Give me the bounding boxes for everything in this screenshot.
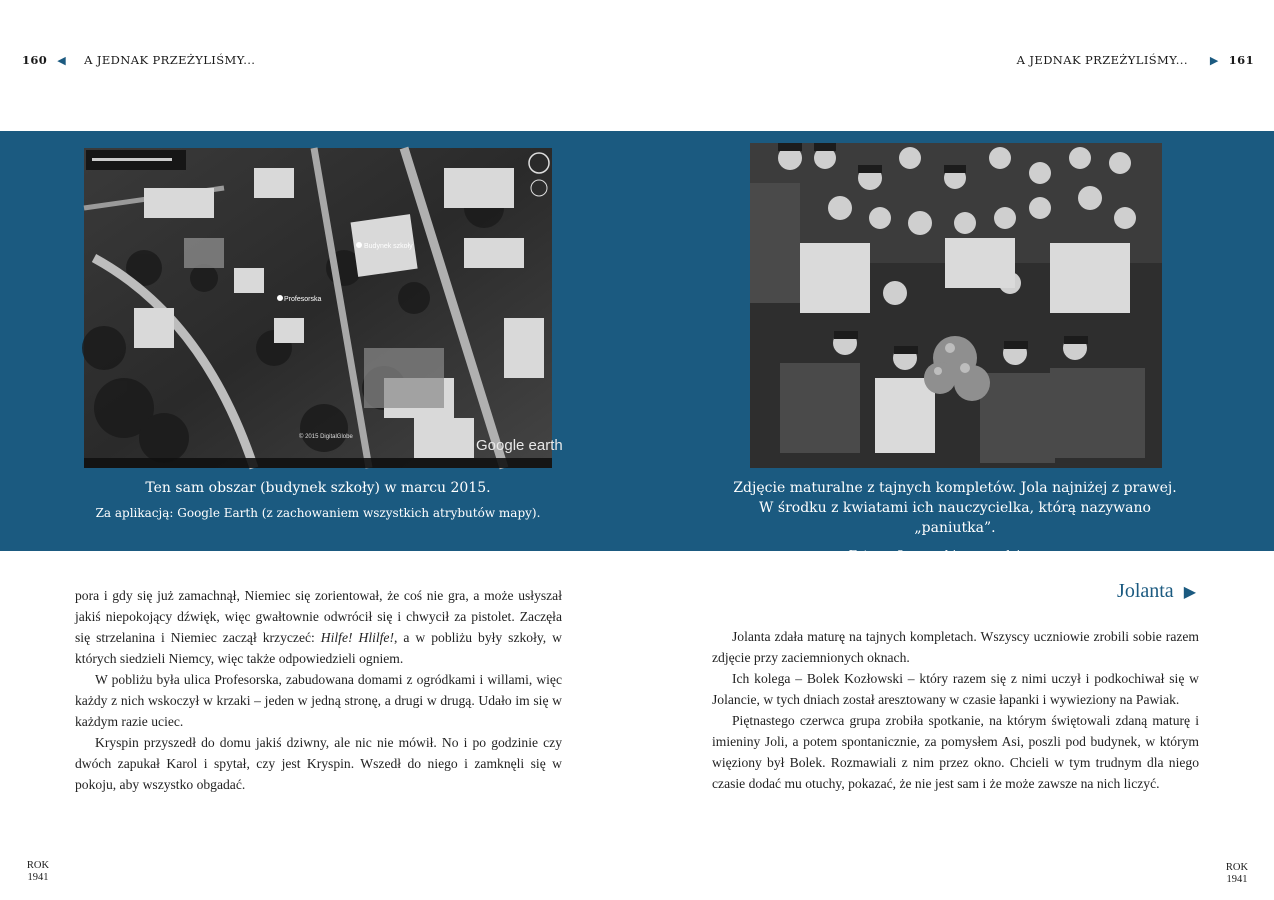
left-paragraph-1-tail: , a w pobliżu były szkoły, w których siedzieli Niemcy, więc także odpowiedzieli ogniem. bbox=[75, 630, 563, 666]
left-paragraph-1-lead: pora i gdy się już zamachnął, Niemiec się zorientował, że coś nie gra, a może usłyszał jakiś niepokojący dźwięk, więc gwałtownie odwrócił się i chwycił za pistolet. Zaczęła się strzelanina i Niemiec zaczął krzyczeć: bbox=[75, 588, 562, 645]
left-margin-note-year: 1941 bbox=[27, 872, 49, 883]
triangle-right-icon: ▶ bbox=[1183, 583, 1196, 601]
right-paragraph-3: Piętnastego czerwca grupa zrobiła spotkanie, na którym świętowali zdaną maturę i imieniny Joli, a potem spontanicznie, za pomysłem Asi, poszli pod budynek, w którym więziony był Bolek. Rozmawiali z nim przez okno. Chcieli w tym trudnym dla niego czasie dodać mu otuchy, pokazać, że nie jest sam i że może zawsze na nich liczyć. bbox=[712, 713, 1199, 791]
left-margin-note-label: ROK bbox=[26, 860, 50, 871]
group-portrait-image bbox=[750, 143, 1162, 468]
map-brand: Google earth bbox=[476, 437, 563, 454]
triangle-right-icon: ▶ bbox=[1209, 53, 1219, 67]
left-caption-source: Za aplikacją: Google Earth (z zachowaniem wszystkich atrybutów mapy). bbox=[95, 506, 541, 520]
map-label-street: Profesorska bbox=[284, 296, 322, 303]
left-caption-main: Ten sam obszar (budynek szkoły) w marcu 2015. bbox=[145, 480, 491, 496]
right-paragraph-1: Jolanta zdała maturę na tajnych kompletach. Wszyscy uczniowie zrobili sobie razem zdjęcie przy zaciemnionych oknach. bbox=[712, 629, 1199, 665]
right-caption-line1: Zdjęcie maturalne z tajnych kompletów. Jola najniżej z prawej. bbox=[733, 480, 1177, 496]
left-figure-caption bbox=[84, 478, 552, 522]
left-paragraph-3: Kryspin przyszedł do domu jakiś dziwny, ale nic nie mówił. No i po godzinie czy dwóch zapukał Karol i spytał, czy jest Kryspin. Wszedł do niego i zamknęli się w pokoju, aby wszystko obgadać. bbox=[75, 735, 562, 792]
right-caption-line2: W środku z kwiatami ich nauczycielka, którą nazywano „paniutka”. bbox=[759, 500, 1151, 536]
right-body-text bbox=[712, 626, 1199, 794]
right-running-head bbox=[1017, 53, 1254, 67]
map-label-building: Budynek szkoły bbox=[364, 243, 413, 250]
map-copyright: © 2015 DigitalGlobe bbox=[299, 434, 353, 440]
left-running-head bbox=[22, 53, 255, 67]
right-paragraph-2: Ich kolega – Bolek Kozłowski – który razem się z nimi uczył i podkochiwał się w Jolancie, w tych dniach został aresztowany w czasie łapanki i wywieziony na Pawiak. bbox=[712, 671, 1199, 707]
left-margin-note bbox=[22, 860, 54, 884]
right-figure-caption bbox=[720, 478, 1190, 564]
left-paragraph-1 bbox=[75, 585, 562, 669]
left-body-text bbox=[75, 585, 562, 795]
right-running-title: A JEDNAK PRZEŻYLIŚMY... bbox=[1016, 53, 1188, 67]
right-margin-note-label: ROK bbox=[1225, 862, 1249, 873]
satellite-map-image bbox=[84, 148, 563, 468]
section-heading bbox=[1117, 580, 1196, 603]
left-paragraph-1-italic: Hilfe! Hlilfe! bbox=[320, 630, 394, 645]
triangle-left-icon: ◀ bbox=[57, 53, 67, 67]
left-page-number: 160 bbox=[22, 53, 48, 67]
right-page-number: 161 bbox=[1228, 53, 1254, 67]
right-margin-note-year: 1941 bbox=[1226, 874, 1248, 885]
right-margin-note bbox=[1221, 862, 1253, 886]
section-heading-text: Jolanta bbox=[1117, 580, 1174, 602]
left-paragraph-2: W pobliżu była ulica Profesorska, zabudowana domami z ogródkami i willami, więc każdy z nich wskoczył w krzaki – jeden w jedną stronę, a drugi w drugą. Udało im się w każdym razie uciec. bbox=[75, 672, 562, 729]
group-portrait-photo bbox=[750, 143, 1162, 468]
left-running-title: A JEDNAK PRZEŻYLIŚMY... bbox=[84, 53, 256, 67]
right-caption-source: Fotografia z archiwum rodzinnego. bbox=[848, 548, 1062, 562]
satellite-map-photo bbox=[84, 148, 563, 468]
